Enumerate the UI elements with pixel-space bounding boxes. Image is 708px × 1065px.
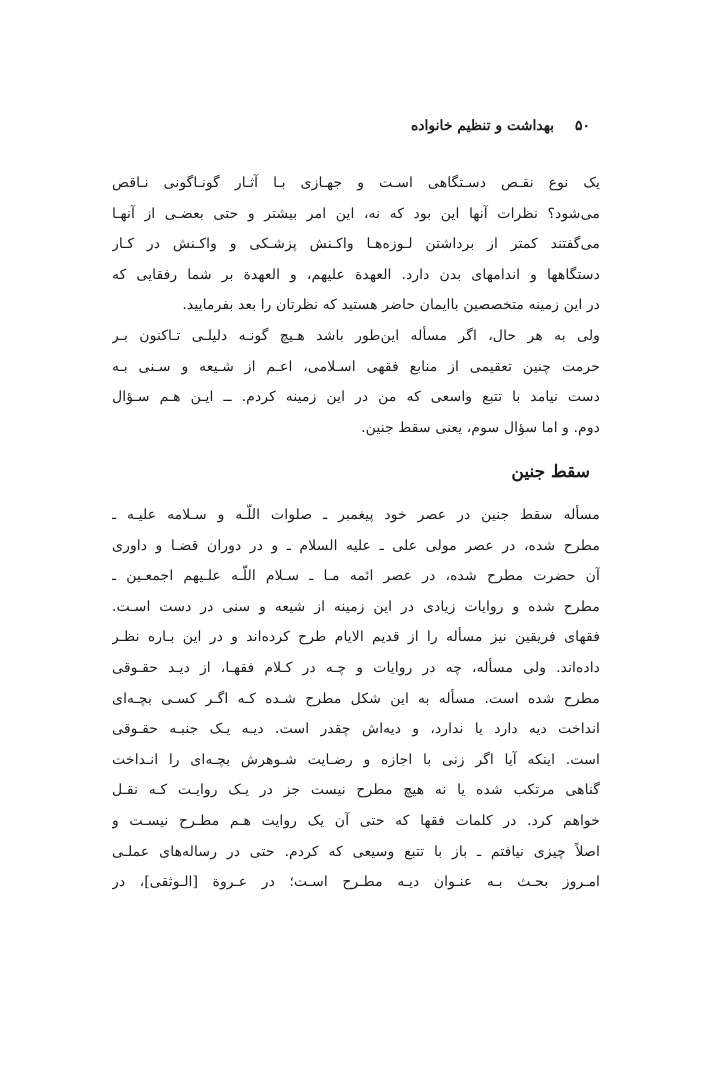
text-line: امـروز بحـث بـه عنـوان دیـه مطـرح اسـت؛ در عـروة [الـوثقی]، در bbox=[112, 874, 600, 891]
text-line: آن حضرت مطرح شده، در عصر ائمه مـا ـ سـلام اللّـه علـیهم اجمعـین ـ bbox=[112, 568, 600, 585]
text-line: یک نوع نقـص دسـتگاهی اسـت و جهـازی بـا آثـار گونـاگونی نـاقص bbox=[112, 175, 600, 191]
page-number: ۵۰ bbox=[574, 118, 590, 134]
text-line: اصلاً چیزی نیافتم ـ باز با تتبع وسیعی که کردم. حتی در رساله‌های عملـی bbox=[112, 843, 600, 860]
text-line: ولی به هر حال، اگر مسأله این‌طور باشد هـیچ گونـه دلیلـی تـاکنون بـر bbox=[112, 327, 600, 344]
text-line: انداخت دیه دارد یا ندارد، و دیه‌اش چقدر است. دیـه یـک جنبـه حقـوقی bbox=[112, 721, 600, 738]
text-line: گناهی مرتکب شده یا نه هیچ مطرح نیست جز در یـک روایـت کـه نقـل bbox=[112, 782, 600, 799]
text-line: داده‌اند. ولی مسأله، چه در روایات و چـه در کـلام فقهـا، از دیـد حقـوقی bbox=[112, 659, 600, 676]
text-line: دوم. و اما سؤال سوم، یعنی سقط جنین. bbox=[361, 419, 600, 436]
text-line: حرمت چنین تعقیمی از منابع فقهی اسـلامی، اعـم از شـیعه و سـنی بـه bbox=[112, 358, 600, 375]
text-line: در این زمینه متخصصین باایمان حاضر هستید که نظرتان را بعد بفرمایید. bbox=[182, 297, 600, 314]
running-header bbox=[411, 118, 590, 134]
text-line: دست نیامد با تتبع واسعی که من در این زمینه کردم. ــ ایـن هـم سـؤال bbox=[112, 389, 600, 406]
text-line: است. اینکه آیا اگر زنی با اجازه و رضـایت شـوهرش بچـه‌ای را انـداخت bbox=[112, 751, 600, 768]
text-line: فقهای فریقین نیز مسأله را از قدیم الایام طرح کرده‌اند و در این بـاره نظـر bbox=[112, 629, 600, 646]
text-line: می‌گفتند کمتر از برداشتن لـوزه‌هـا واکـنش پزشـکی و واکـنش در کـار bbox=[112, 236, 600, 253]
text-line: خواهم کرد. در کلمات فقها که حتی آن یک روایت هـم مطـرح نیسـت و bbox=[112, 812, 600, 829]
section-heading: سقط جنین bbox=[511, 462, 590, 482]
running-title: بهداشت و تنظیم خانواده bbox=[410, 118, 555, 134]
text-line: مطرح شده، در عصر مولی علی ـ علیه السلام ـ و در دوران قضـا و داوری bbox=[112, 537, 600, 554]
paragraph-abortion bbox=[112, 500, 600, 898]
text-line: دستگاهها و اندامهای بدن دارد. العهدة علیهم، و العهدة بر شما رفقایی که bbox=[112, 266, 600, 283]
paragraph-ivf-sterilization bbox=[112, 168, 600, 443]
text-line: مطرح شده و روایات زیادی در این زمینه از شیعه و سنی در دست اسـت. bbox=[112, 598, 600, 615]
text-line: مسأله سقط جنین در عصر خود پیغمبر ـ صلوات اللّـه و سـلامه علیـه ـ bbox=[112, 507, 600, 523]
text-line: می‌شود؟ نظرات آنها این بود که نه، این امر بیشتر و حتی بعضـی از آنهـا bbox=[112, 205, 600, 222]
text-line: مطرح شده است. مسأله به این شکل مطرح شـده کـه اگـر کسـی بچـه‌ای bbox=[112, 690, 600, 707]
